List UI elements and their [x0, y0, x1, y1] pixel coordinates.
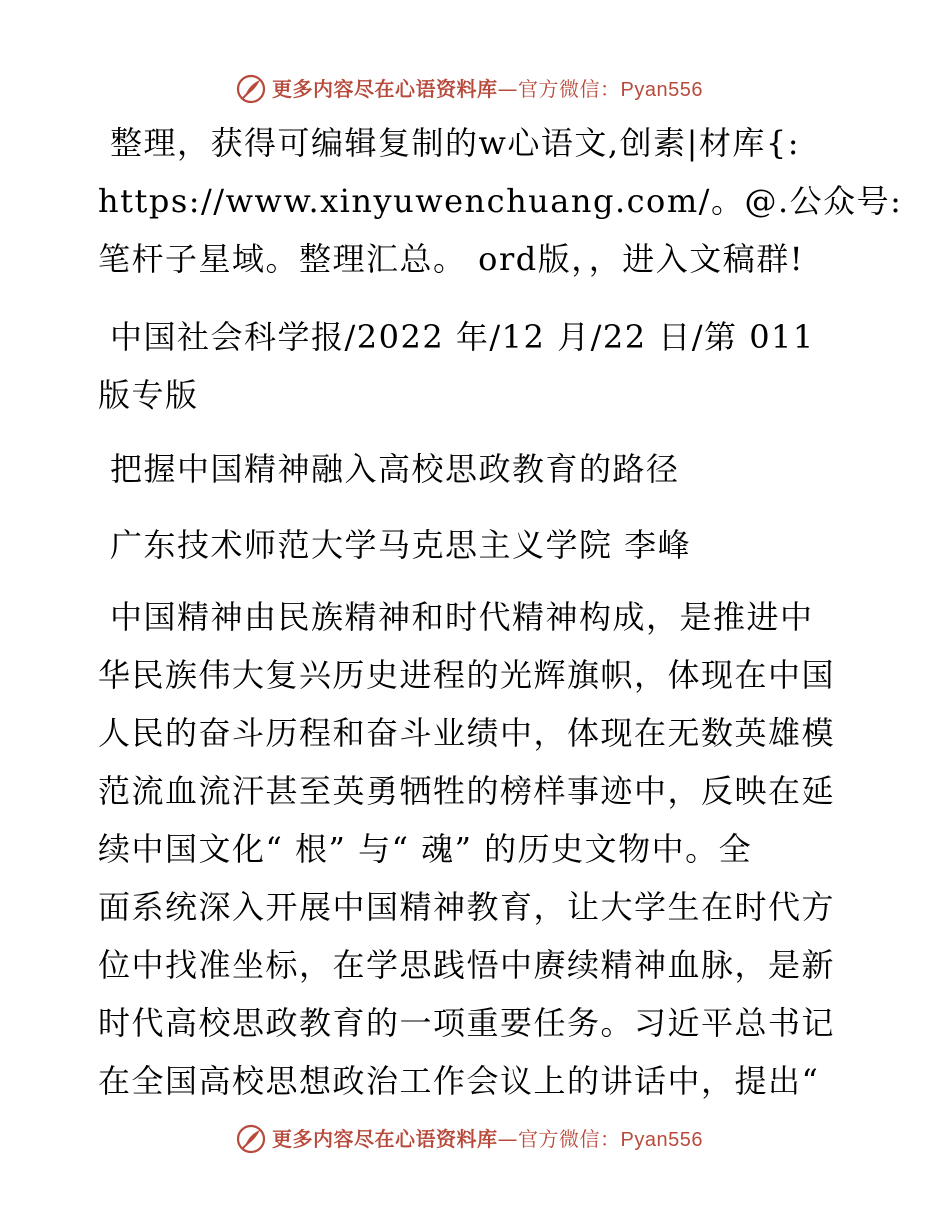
- watermark-wechat-label: 官方微信：: [518, 77, 621, 101]
- feather-pen-logo-icon: [236, 1124, 266, 1154]
- intro-line: 笔杆子星域。整理汇总。 ord版，，进入文稿群!: [98, 240, 805, 278]
- body-line: 续中国文化“ 根” 与“ 魂” 的历史文物中。全: [98, 830, 753, 868]
- watermark-text: [272, 1127, 703, 1152]
- article-title: 把握中国精神融入高校思政教育的路径: [110, 450, 680, 488]
- body-line: 时代高校思政教育的一项重要任务。习近平总书记: [98, 1004, 836, 1042]
- watermark-main: 更多内容尽在心语资料库: [272, 77, 498, 101]
- watermark-footer: [0, 1120, 950, 1160]
- watermark-wechat-id: Pyan556: [620, 79, 703, 101]
- source-line: 版专版: [98, 376, 199, 414]
- watermark-main: 更多内容尽在心语资料库: [272, 1127, 498, 1151]
- watermark-separator: —: [497, 1127, 518, 1151]
- intro-line: https://www.xinyuwenchuang.com/。@.公众号:: [98, 182, 903, 220]
- body-line: 中国精神由民族精神和时代精神构成，是推进中: [110, 598, 814, 636]
- source-paragraph: [98, 308, 858, 424]
- intro-line: 整理，获得可编辑复制的w心语文,创素|材库{:: [110, 124, 800, 162]
- article-title-block: [98, 440, 858, 498]
- source-line: 中国社会科学报/2022 年/12 月/22 日/第 011: [110, 318, 815, 356]
- body-paragraph: [98, 588, 858, 1110]
- body-line: 人民的奋斗历程和奋斗业绩中，体现在无数英雄模: [98, 714, 836, 752]
- body-line: 在全国高校思想政治工作会议上的讲话中，提出“: [98, 1062, 820, 1100]
- watermark-wechat-label: 官方微信：: [518, 1127, 621, 1151]
- body-line: 面系统深入开展中国精神教育，让大学生在时代方: [98, 888, 836, 926]
- watermark-text: [272, 77, 703, 102]
- body-line: 位中找准坐标，在学思践悟中赓续精神血脉，是新: [98, 946, 836, 984]
- feather-pen-logo-icon: [236, 74, 266, 104]
- author-line: 广东技术师范大学马克思主义学院 李峰: [110, 526, 692, 564]
- intro-paragraph: [98, 114, 903, 288]
- watermark-separator: —: [497, 77, 518, 101]
- author-block: [98, 516, 858, 574]
- watermark-header: [0, 70, 950, 110]
- body-line: 范流血流汗甚至英勇牺牲的榜样事迹中，反映在延: [98, 772, 836, 810]
- watermark-wechat-id: Pyan556: [620, 1129, 703, 1151]
- body-line: 华民族伟大复兴历史进程的光辉旗帜，体现在中国: [98, 656, 836, 694]
